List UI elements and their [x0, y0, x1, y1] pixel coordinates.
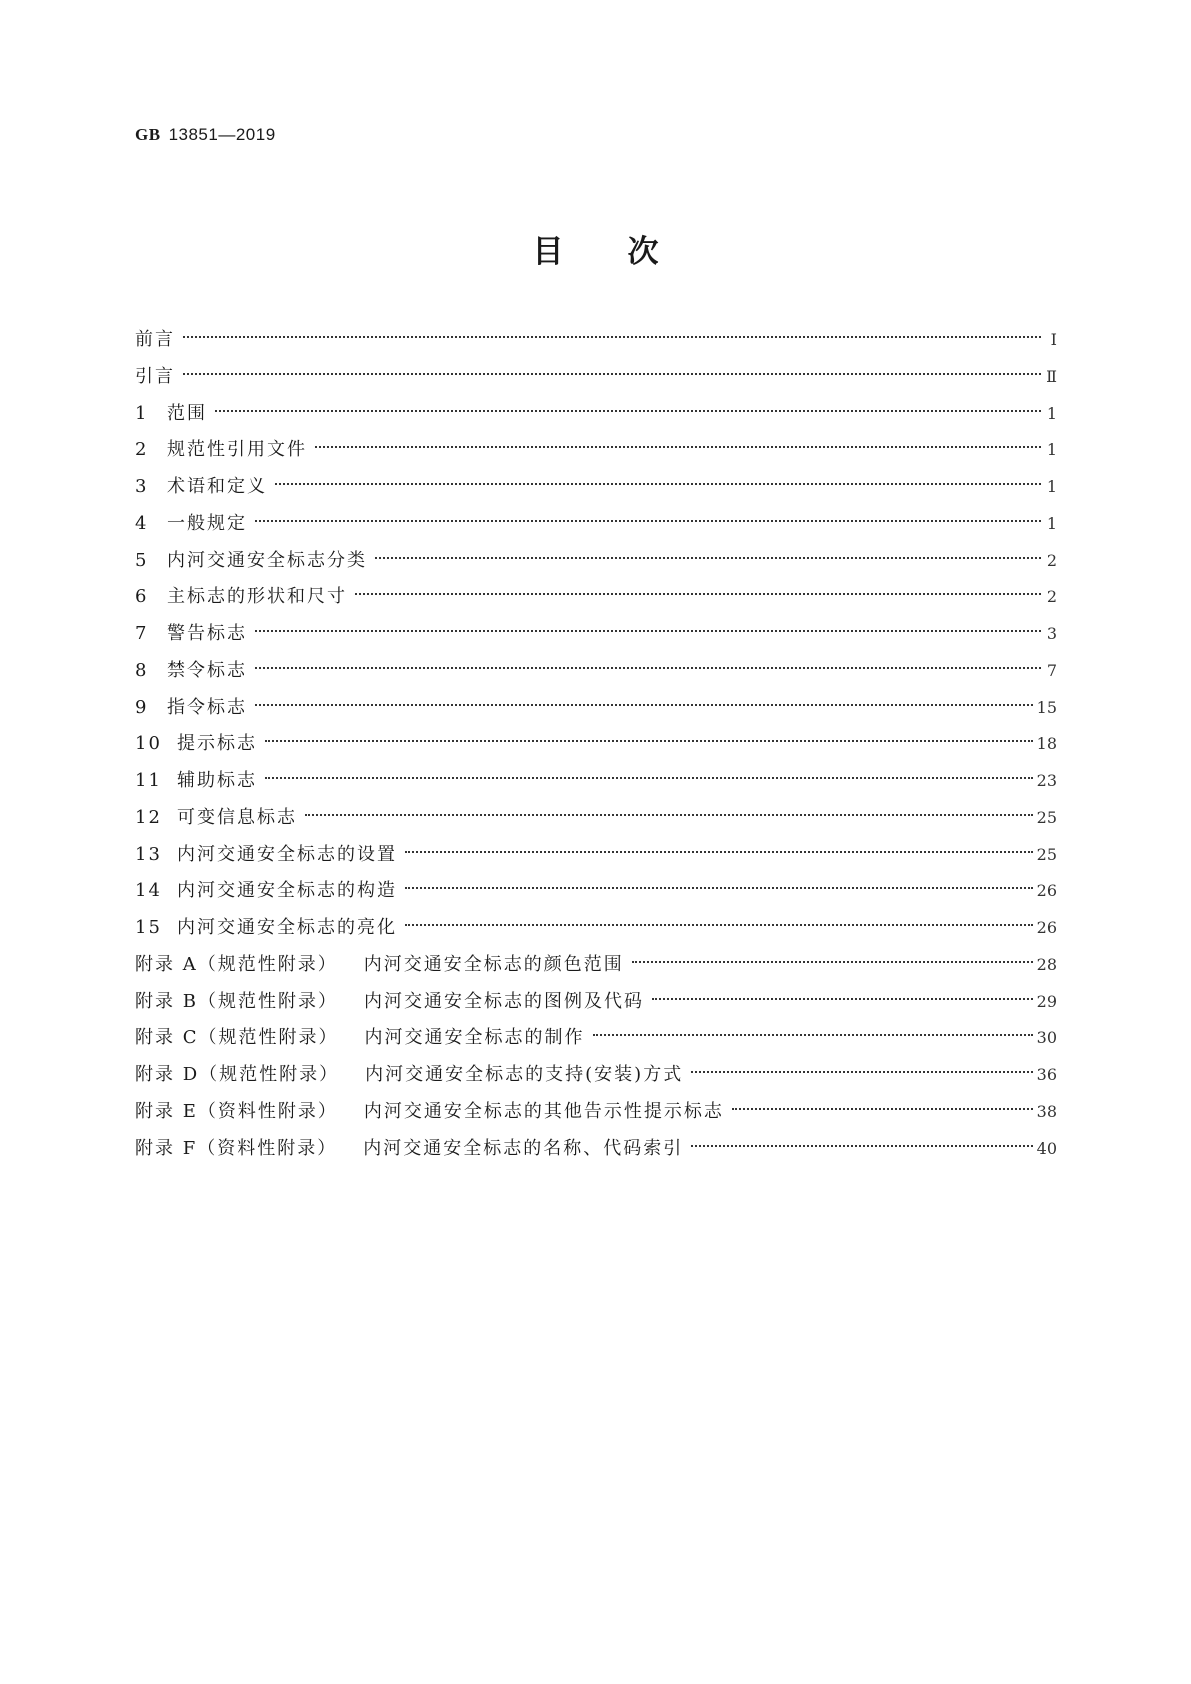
toc-entry-page: 2: [1046, 587, 1057, 607]
toc-entry-label: 前言: [135, 329, 175, 350]
toc-entry-page: 23: [1036, 771, 1057, 790]
dot-leader: [632, 961, 1033, 963]
toc-entry-page: 38: [1036, 1101, 1057, 1121]
toc-entry-label: 禁令标志: [167, 659, 247, 681]
toc-entry[interactable]: [135, 1131, 1057, 1168]
toc-entry-label: 引言: [135, 365, 175, 387]
toc-entry-number: 12: [135, 806, 162, 828]
toc-entry-page: Ⅱ: [1046, 366, 1057, 386]
dot-leader: [405, 924, 1033, 926]
toc-entry[interactable]: [135, 873, 1057, 910]
toc-entry[interactable]: [135, 800, 1057, 837]
dot-leader: [652, 998, 1033, 1000]
dot-leader: [275, 483, 1041, 485]
dot-leader: [691, 1145, 1032, 1147]
toc-entry[interactable]: [135, 1094, 1057, 1131]
toc-entry[interactable]: [135, 1057, 1057, 1094]
toc-entry-label: 内河交通安全标志的亮化: [177, 917, 397, 938]
toc-entry-number: 1: [135, 402, 149, 424]
toc-entry-label: 提示标志: [177, 733, 257, 755]
dot-leader: [355, 593, 1041, 595]
toc-entry[interactable]: [135, 653, 1057, 690]
toc-entry-label: 一般规定: [167, 512, 247, 534]
toc-entry-number: 10: [135, 733, 162, 755]
toc-entry-number: 附录 B（规范性附录）: [135, 990, 338, 1012]
toc-entry-label: 内河交通安全标志的名称、代码索引: [363, 1137, 684, 1159]
toc-entry[interactable]: [135, 506, 1057, 543]
toc-entry[interactable]: [135, 763, 1057, 800]
dot-leader: [732, 1108, 1033, 1110]
dot-leader: [593, 1034, 1033, 1036]
toc-entry-number: 15: [135, 917, 162, 938]
toc-entry-page: 1: [1046, 403, 1057, 423]
toc-entry-page: 29: [1036, 991, 1057, 1011]
standard-number: 13851—2019: [168, 125, 276, 144]
dot-leader: [405, 887, 1033, 889]
toc-entry-label: 内河交通安全标志的支持(安装)方式: [365, 1064, 684, 1085]
toc-entry-number: 8: [135, 659, 149, 681]
toc-entry[interactable]: [135, 947, 1057, 984]
toc-entry-number: 4: [135, 512, 149, 534]
toc-entry-page: 2: [1046, 550, 1057, 570]
toc-entry-page: 25: [1036, 807, 1057, 827]
toc-entry-number: 13: [135, 843, 162, 865]
toc-entry-page: 18: [1036, 734, 1057, 754]
toc-entry[interactable]: [135, 984, 1057, 1021]
toc-entry-page: 28: [1036, 954, 1057, 974]
toc-entry-number: 2: [135, 439, 149, 461]
toc-entry[interactable]: [135, 432, 1057, 469]
toc-entry-page: Ⅰ: [1050, 330, 1057, 349]
toc-entry-label: 内河交通安全标志的图例及代码: [363, 990, 644, 1012]
toc-entry-label: 可变信息标志: [177, 806, 297, 828]
toc-entry[interactable]: [135, 837, 1057, 874]
toc-entry-label: 指令标志: [167, 696, 247, 718]
toc-entry-label: 范围: [167, 402, 207, 424]
toc-entry-number: 附录 D（规范性附录）: [135, 1064, 340, 1085]
dot-leader: [305, 814, 1033, 816]
toc-entry-page: 1: [1046, 440, 1057, 460]
toc-entry-number: 5: [135, 549, 149, 571]
toc-entry[interactable]: [135, 1020, 1057, 1057]
toc-entry[interactable]: [135, 910, 1057, 947]
toc-entry-page: 1: [1046, 513, 1057, 533]
toc-entry-number: 附录 E（资料性附录）: [135, 1100, 338, 1122]
toc-entry-number: 9: [135, 696, 149, 718]
toc-entry-number: 7: [135, 623, 149, 644]
table-of-contents: [135, 322, 1057, 1167]
toc-entry-page: 3: [1046, 624, 1057, 643]
toc-entry-page: 15: [1036, 697, 1057, 717]
dot-leader: [405, 851, 1033, 853]
toc-entry-label: 内河交通安全标志分类: [167, 549, 367, 571]
toc-entry-number: 3: [135, 476, 149, 497]
dot-leader: [255, 520, 1041, 522]
toc-entry-page: 30: [1036, 1028, 1057, 1048]
toc-entry[interactable]: [135, 616, 1057, 653]
toc-entry-label: 内河交通安全标志的其他告示性提示标志: [363, 1100, 724, 1122]
toc-entry-label: 内河交通安全标志的设置: [177, 843, 397, 865]
toc-entry-label: 规范性引用文件: [167, 439, 307, 461]
toc-entry-label: 内河交通安全标志的颜色范围: [363, 953, 624, 975]
dot-leader: [315, 446, 1041, 448]
toc-entry-page: 36: [1036, 1065, 1057, 1084]
document-code: [135, 125, 276, 145]
dot-leader: [375, 557, 1041, 559]
toc-entry-number: 附录 F（资料性附录）: [135, 1137, 338, 1159]
toc-entry-label: 辅助标志: [177, 770, 257, 791]
toc-entry[interactable]: [135, 396, 1057, 433]
toc-entry-page: 26: [1036, 881, 1057, 901]
toc-entry-page: 25: [1036, 844, 1057, 864]
toc-entry-page: 40: [1036, 1138, 1057, 1158]
title-char-2: 次: [627, 234, 659, 270]
dot-leader: [255, 630, 1041, 632]
toc-entry-label: 主标志的形状和尺寸: [167, 586, 347, 608]
toc-entry-number: 14: [135, 880, 162, 902]
toc-entry[interactable]: [135, 359, 1057, 396]
toc-entry[interactable]: [135, 579, 1057, 616]
dot-leader: [215, 410, 1041, 412]
toc-entry-number: 附录 A（规范性附录）: [135, 953, 338, 975]
toc-entry-number: 11: [135, 770, 162, 791]
toc-entry[interactable]: [135, 543, 1057, 580]
toc-entry-label: 内河交通安全标志的制作: [364, 1027, 585, 1049]
title-char-1: 目: [532, 234, 564, 270]
dot-leader: [183, 373, 1041, 375]
toc-entry[interactable]: [135, 726, 1057, 763]
dot-leader: [691, 1071, 1032, 1073]
standard-prefix: GB: [135, 125, 161, 144]
dot-leader: [255, 667, 1041, 669]
toc-entry-label: 术语和定义: [167, 476, 267, 497]
dot-leader: [265, 740, 1033, 742]
dot-leader: [265, 777, 1033, 779]
toc-entry-label: 内河交通安全标志的构造: [177, 880, 397, 902]
dot-leader: [183, 336, 1041, 338]
toc-entry-page: 7: [1046, 660, 1057, 680]
toc-entry-number: 6: [135, 586, 149, 608]
toc-entry-page: 1: [1046, 477, 1057, 496]
toc-entry-number: 附录 C（规范性附录）: [135, 1027, 339, 1049]
toc-entry[interactable]: [135, 690, 1057, 727]
toc-entry[interactable]: [135, 322, 1057, 359]
toc-entry-label: 警告标志: [167, 623, 247, 644]
page-title: [0, 226, 1191, 271]
toc-entry-page: 26: [1036, 918, 1057, 937]
dot-leader: [255, 704, 1033, 706]
toc-entry[interactable]: [135, 469, 1057, 506]
